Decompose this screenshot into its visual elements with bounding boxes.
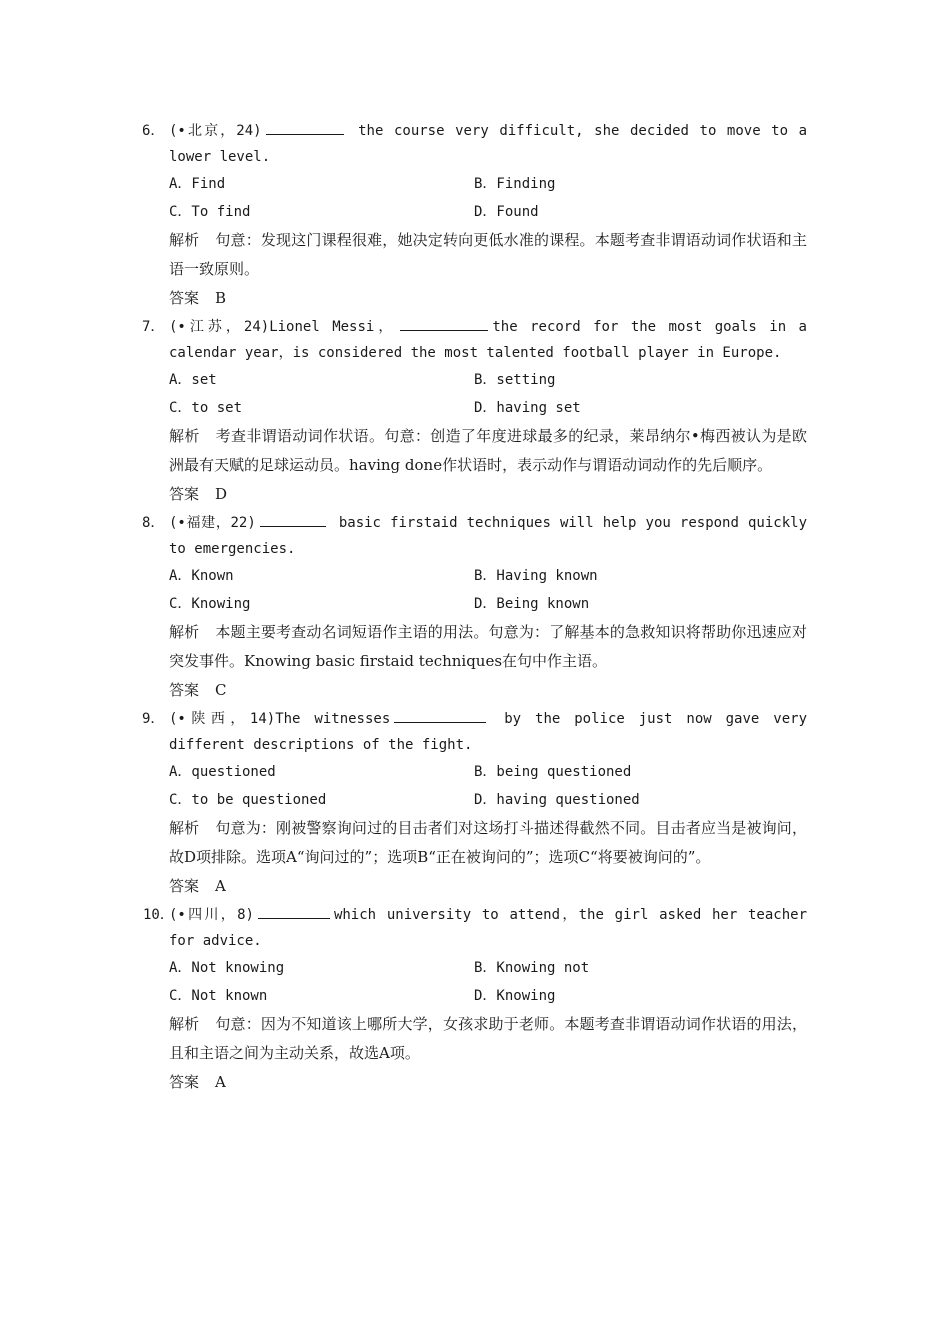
answer-value: A — [215, 877, 226, 895]
question-number: 6． — [142, 123, 165, 139]
question-source: (•陕西，14) — [169, 711, 276, 727]
answer-value: C — [215, 681, 227, 699]
answer-blank — [394, 708, 486, 723]
stem-before-blank: The witnesses — [275, 711, 391, 727]
question-number: 10． — [143, 907, 174, 923]
question-stem — [142, 706, 807, 758]
question-stem — [143, 902, 808, 954]
explanation — [169, 422, 807, 480]
option-c: C．to set — [169, 400, 243, 416]
question-number: 8． — [142, 515, 165, 531]
stem-after-blank: by the police just now gave very different descriptions of the fight. — [169, 711, 807, 753]
option-b: B．setting — [474, 372, 556, 388]
option-c: C．Knowing — [169, 596, 251, 612]
option-b: B．Finding — [474, 176, 556, 192]
question-stem — [142, 118, 807, 170]
answer — [169, 676, 807, 704]
answer — [169, 1068, 807, 1096]
explanation — [169, 618, 807, 676]
question-6 — [0, 118, 950, 312]
option-a: A．set — [169, 372, 217, 388]
question-page — [0, 118, 950, 1098]
option-list — [169, 758, 807, 814]
explanation — [169, 1010, 807, 1068]
option-a: A．Known — [169, 568, 234, 584]
stem-after-blank: the course very difficult, she decided to move to a lower level. — [169, 123, 807, 165]
explanation-label: 解析 — [169, 623, 200, 641]
answer-blank — [400, 316, 488, 331]
explanation-text: 句意：发现这门课程很难，她决定转向更低水准的课程。本题考查非谓语动词作状语和主语一致原则。 — [169, 231, 807, 278]
option-d: D．Being known — [474, 596, 590, 612]
question-source: (•四川，8) — [169, 907, 254, 923]
question-9 — [0, 706, 950, 900]
answer-blank — [258, 904, 330, 919]
explanation-label: 解析 — [169, 427, 200, 445]
explanation — [169, 814, 807, 872]
option-list — [169, 562, 807, 618]
answer-label: 答案 — [169, 1073, 200, 1091]
explanation — [169, 226, 807, 284]
question-7 — [0, 314, 950, 508]
question-number: 9． — [142, 711, 165, 727]
answer-blank — [260, 512, 326, 527]
question-source: (•江苏，24) — [169, 319, 270, 335]
stem-after-blank: the record for the most goals in a calendar year，is considered the most talented football player in Europe. — [169, 319, 807, 361]
question-stem — [142, 510, 807, 562]
answer-label: 答案 — [169, 681, 200, 699]
option-c: C．Not known — [169, 988, 268, 1004]
option-d: D．having questioned — [474, 792, 640, 808]
question-8 — [0, 510, 950, 704]
answer-label: 答案 — [169, 289, 200, 307]
answer — [169, 872, 807, 900]
question-source: (•福建，22) — [169, 515, 256, 531]
answer — [169, 284, 807, 312]
option-list — [169, 954, 807, 1010]
option-c: C．To find — [169, 204, 251, 220]
answer — [169, 480, 807, 508]
question-number: 7． — [142, 319, 165, 335]
option-list — [169, 170, 807, 226]
question-stem — [142, 314, 807, 366]
option-b: B．Having known — [474, 568, 598, 584]
explanation-text: 句意为：刚被警察询问过的目击者们对这场打斗描述得截然不同。目击者应当是被询问，故D项排除。选项A“询问过的”；选项B“正在被询问的”；选项C“将要被询问的”。 — [169, 819, 807, 866]
answer-value: B — [215, 289, 227, 307]
answer-blank — [266, 120, 344, 135]
stem-before-blank: Lionel Messi， — [269, 319, 397, 335]
option-c: C．to be questioned — [169, 792, 327, 808]
answer-label: 答案 — [169, 877, 200, 895]
answer-label: 答案 — [169, 485, 200, 503]
stem-after-blank: which university to attend，the girl asked her teacher for advice. — [169, 907, 808, 949]
explanation-text: 考查非谓语动词作状语。句意：创造了年度进球最多的纪录，莱昂纳尔•梅西被认为是欧洲最有天赋的足球运动员。having done作状语时，表示动作与谓语动词动作的先后顺序。 — [169, 427, 807, 474]
option-d: D．Found — [474, 204, 539, 220]
explanation-label: 解析 — [169, 819, 200, 837]
answer-value: A — [215, 1073, 226, 1091]
answer-value: D — [215, 485, 228, 503]
option-a: A．questioned — [169, 764, 276, 780]
explanation-text: 本题主要考查动名词短语作主语的用法。句意为：了解基本的急救知识将帮助你迅速应对突发事件。Knowing basic firstaid techniques在句中作主语。 — [169, 623, 807, 670]
question-source: (•北京，24) — [169, 123, 262, 139]
option-d: D．having set — [474, 400, 581, 416]
explanation-label: 解析 — [169, 231, 200, 249]
explanation-label: 解析 — [169, 1015, 200, 1033]
stem-after-blank: basic firstaid techniques will help you respond quickly to emergencies. — [169, 515, 807, 557]
option-b: B．Knowing not — [474, 960, 590, 976]
explanation-text: 句意：因为不知道该上哪所大学，女孩求助于老师。本题考查非谓语动词作状语的用法，且和主语之间为主动关系，故选A项。 — [169, 1015, 807, 1062]
option-a: A．Not knowing — [169, 960, 285, 976]
option-d: D．Knowing — [474, 988, 556, 1004]
option-a: A．Find — [169, 176, 226, 192]
option-b: B．being questioned — [474, 764, 632, 780]
question-10 — [0, 902, 950, 1096]
option-list — [169, 366, 807, 422]
